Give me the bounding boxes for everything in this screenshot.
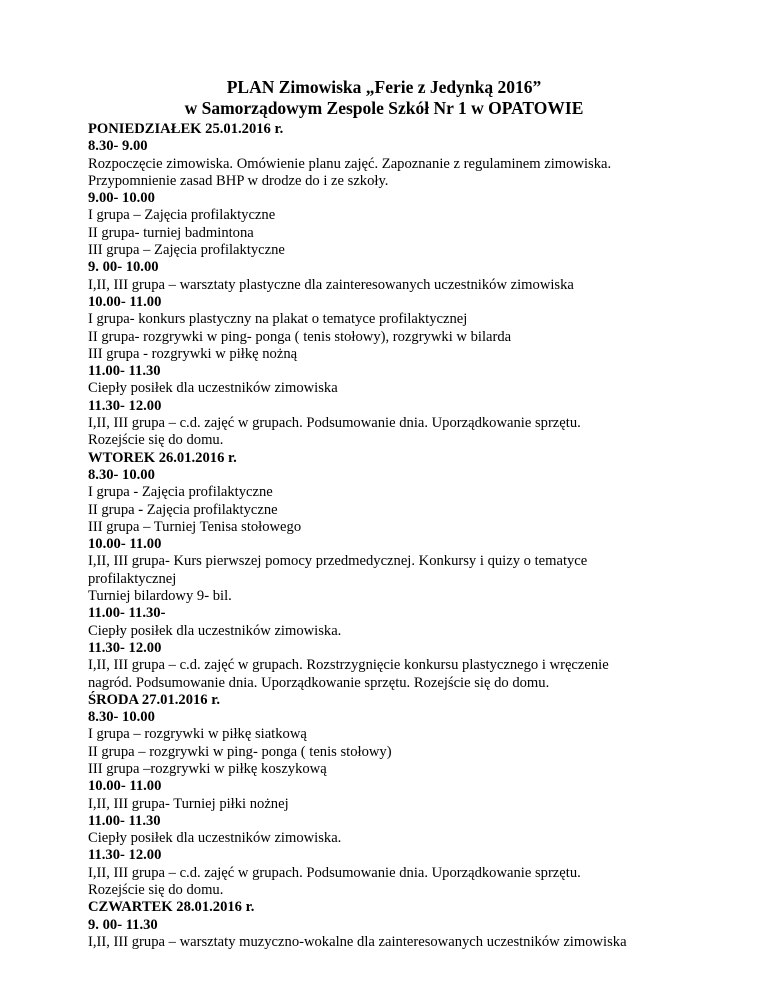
activity-line: I,II, III grupa – c.d. zajęć w grupach. Podsumowanie dnia. Uporządkowanie sprzętu.	[88, 864, 581, 881]
activity-line: Ciepły posiłek dla uczestników zimowiska.	[88, 830, 342, 847]
time-slot: 9. 00- 10.00	[88, 259, 159, 276]
activity-line: II grupa – rozgrywki w ping- ponga ( tenis stołowy)	[88, 743, 392, 760]
activity-line: profilaktycznej	[88, 570, 177, 587]
activity-line: I,II, III grupa- Kurs pierwszej pomocy przedmedycznej. Konkursy i quizy o tematyce	[88, 553, 588, 570]
activity-line: I,II, III grupa – c.d. zajęć w grupach. Podsumowanie dnia. Uporządkowanie sprzętu.	[88, 415, 581, 432]
activity-line: III grupa - rozgrywki w piłkę nożną	[88, 345, 298, 362]
day-heading-thursday: CZWARTEK 28.01.2016 r.	[88, 899, 255, 916]
activity-line: II grupa- rozgrywki w ping- ponga ( tenis stołowy), rozgrywki w bilarda	[88, 328, 512, 345]
time-slot: 11.00- 11.30	[88, 812, 161, 829]
activity-line: Rozejście się do domu.	[88, 432, 224, 449]
time-slot: 11.00- 11.30-	[88, 605, 166, 622]
activity-group: II grupa	[88, 501, 139, 518]
time-slot: 8.30- 9.00	[88, 138, 148, 155]
activity-line: I,II, III grupa – warsztaty plastyczne dla zainteresowanych uczestników zimowiska	[88, 276, 574, 293]
activity-line: Przypomnienie zasad BHP w drodze do i ze szkoły.	[88, 172, 389, 189]
time-slot: 8.30- 10.00	[88, 466, 155, 483]
activity-line: Ciepły posiłek dla uczestników zimowiska	[88, 380, 338, 397]
activity-text: Zajęcia profilaktyczne	[143, 501, 278, 518]
activity-line: I,II, III grupa – c.d. zajęć w grupach. Rozstrzygnięcie konkursu plastycznego i wręczenie	[88, 657, 609, 674]
activity-line: I grupa – rozgrywki w piłkę siatkową	[88, 726, 307, 743]
activity-line: I grupa - Zajęcia profilaktyczne	[88, 484, 273, 501]
activity-line: Turniej bilardowy 9- bil.	[88, 588, 232, 605]
day-heading-wednesday: ŚRODA 27.01.2016 r.	[88, 691, 221, 708]
time-slot: 10.00- 11.00	[88, 536, 162, 553]
time-slot: 11.30- 12.00	[88, 397, 162, 414]
activity-line: I grupa – Zajęcia profilaktyczne	[88, 207, 276, 224]
activity-line: nagród. Podsumowanie dnia. Uporządkowanie sprzętu. Rozejście się do domu.	[88, 674, 550, 691]
activity-line	[88, 502, 688, 519]
time-slot: 11.00- 11.30	[88, 363, 161, 380]
activity-line: I,II, III grupa- Turniej piłki nożnej	[88, 795, 289, 812]
time-slot: 11.30- 12.00	[88, 847, 162, 864]
page-title: PLAN Zimowiska „Ferie z Jedynką 2016”	[226, 77, 542, 97]
activity-dash: -	[138, 501, 144, 518]
day-heading-tuesday: WTOREK 26.01.2016 r.	[88, 449, 237, 466]
time-slot: 9.00- 10.00	[88, 190, 155, 207]
time-slot: 8.30- 10.00	[88, 709, 155, 726]
time-slot: 11.30- 12.00	[88, 639, 162, 656]
time-slot: 10.00- 11.00	[88, 293, 162, 310]
schedule-body	[88, 121, 688, 951]
day-heading-monday: PONIEDZIAŁEK 25.01.2016 r.	[88, 121, 284, 137]
activity-line: I,II, III grupa – warsztaty muzyczno-wokalne dla zainteresowanych uczestników zimowiska	[88, 933, 627, 950]
activity-line: III grupa – Turniej Tenisa stołowego	[88, 518, 302, 535]
activity-line: II grupa- turniej badmintona	[88, 224, 254, 241]
activity-line: Rozpoczęcie zimowiska. Omówienie planu zajęć. Zapoznanie z regulaminem zimowiska.	[88, 155, 612, 172]
time-slot: 9. 00- 11.30	[88, 916, 158, 933]
activity-line: III grupa –rozgrywki w piłkę koszykową	[88, 760, 327, 777]
page-subtitle: w Samorządowym Zespole Szkół Nr 1 w OPATOWIE	[184, 98, 584, 118]
time-slot: 10.00- 11.00	[88, 778, 162, 795]
activity-line: III grupa – Zajęcia profilaktyczne	[88, 242, 285, 259]
activity-line: Rozejście się do domu.	[88, 882, 224, 899]
activity-line: I grupa- konkurs plastyczny na plakat o tematyce profilaktycznej	[88, 311, 468, 328]
activity-line: Ciepły posiłek dla uczestników zimowiska.	[88, 622, 342, 639]
